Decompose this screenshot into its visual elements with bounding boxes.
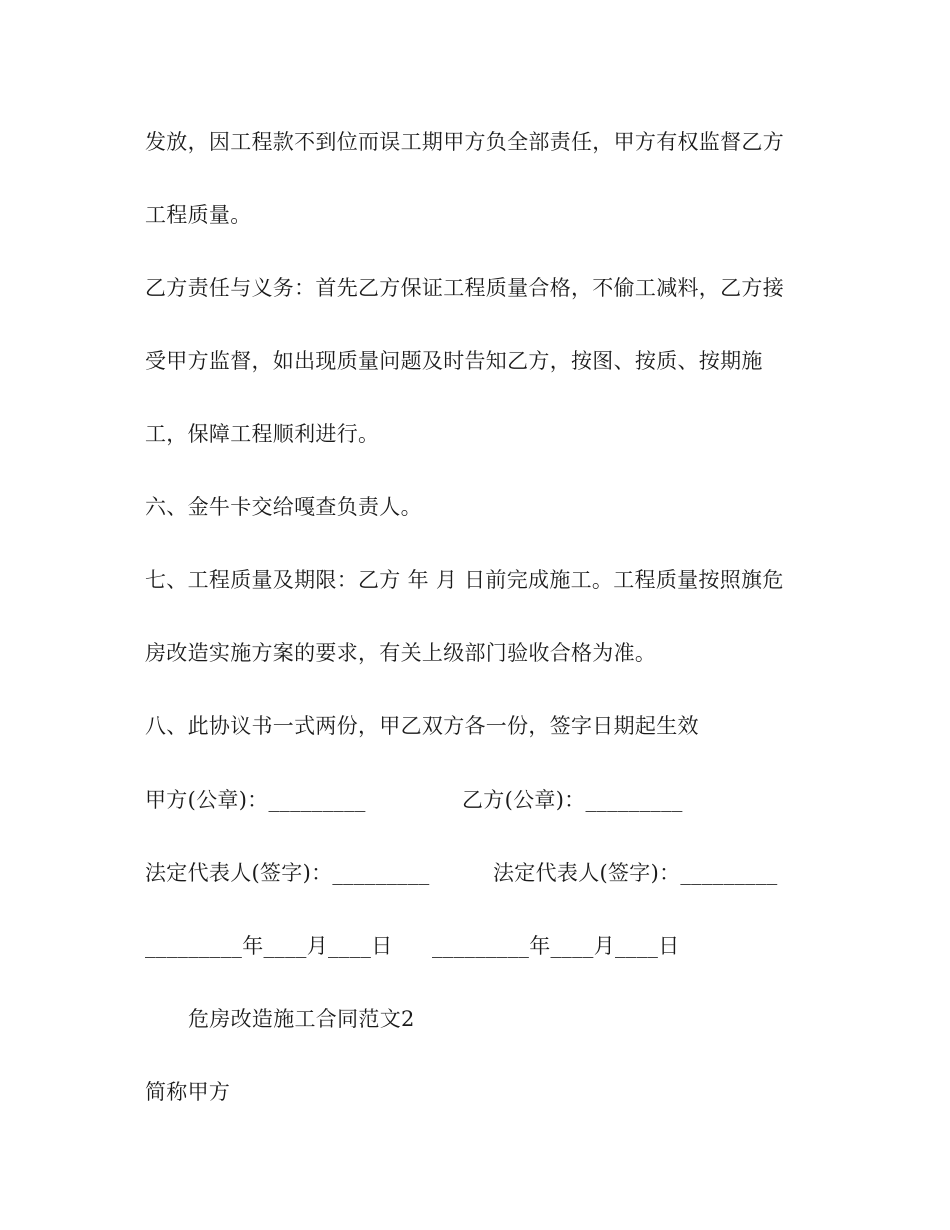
paragraph-line: 简称甲方 [145,1080,231,1104]
section-title: 危房改造施工合同范文2 [188,1007,415,1031]
party-a-date: _________年____月____日 [145,934,393,958]
paragraph-line: 七、工程质量及期限：乙方 年 月 日前完成施工。工程质量按照旗危 [145,568,784,592]
party-b-date: _________年____月____日 [432,934,680,958]
party-b-seal: 乙方(公章)：_________ [462,788,683,812]
paragraph-line: 八、此协议书一式两份，甲乙双方各一份，签字日期起生效 [145,714,699,738]
paragraph-line: 乙方责任与义务：首先乙方保证工程质量合格，不偷工减料，乙方接 [145,276,784,300]
paragraph-line: 房改造实施方案的要求，有关上级部门验收合格为准。 [145,641,657,665]
party-a-seal: 甲方(公章)：_________ [145,788,366,812]
paragraph-line: 六、金牛卡交给嘎查负责人。 [145,495,422,519]
paragraph-line: 工，保障工程顺利进行。 [145,422,380,446]
party-a-representative: 法定代表人(签字)：_________ [145,861,430,885]
paragraph-line: 受甲方监督，如出现质量问题及时告知乙方，按图、按质、按期施 [145,349,763,373]
party-b-representative: 法定代表人(签字)：_________ [493,861,778,885]
paragraph-line: 发放，因工程款不到位而误工期甲方负全部责任，甲方有权监督乙方 [145,130,784,154]
paragraph-line: 工程质量。 [145,203,252,227]
